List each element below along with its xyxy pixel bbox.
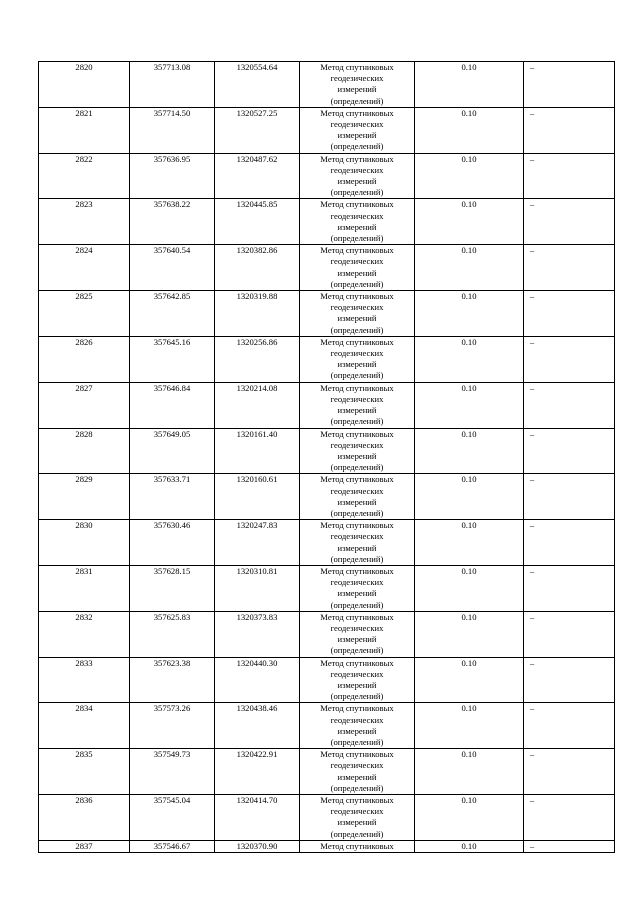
method-line: геодезических [330, 577, 384, 588]
method-line: измерений [337, 84, 377, 95]
y-coordinate: 1320445.85 [236, 199, 278, 210]
method-line: (определений) [330, 828, 384, 839]
method-line: Метод спутниковых [320, 795, 394, 805]
description-cell [524, 62, 615, 108]
table-row [39, 520, 615, 566]
accuracy-cell [415, 795, 524, 841]
point-number-cell [39, 199, 130, 245]
point-number: 2833 [75, 657, 93, 668]
accuracy-value: 0.10 [461, 291, 477, 302]
point-number-cell [39, 62, 130, 108]
x-coordinate-cell [130, 245, 215, 291]
accuracy-value: 0.10 [461, 474, 477, 485]
method-line: Метод спутниковых [320, 336, 394, 347]
accuracy-cell [415, 474, 524, 520]
x-coordinate: 357646.84 [153, 382, 191, 393]
method-cell [300, 336, 415, 382]
method-line: (определений) [330, 324, 384, 335]
description-cell [524, 382, 615, 428]
x-coordinate-cell [130, 703, 215, 749]
accuracy-cell [415, 428, 524, 474]
method-cell [300, 199, 415, 245]
y-coordinate-cell [215, 840, 300, 852]
method-line: геодезических [330, 256, 384, 267]
accuracy-value: 0.10 [461, 795, 477, 805]
method-line: измерений [337, 313, 377, 324]
description-value: – [530, 245, 535, 256]
description-value: – [530, 199, 535, 210]
accuracy-value: 0.10 [461, 520, 477, 531]
accuracy-value: 0.10 [461, 336, 477, 347]
y-coordinate-cell [215, 474, 300, 520]
method-line: измерений [337, 267, 377, 278]
description-cell [524, 565, 615, 611]
x-coordinate-cell [130, 291, 215, 337]
method-line: Метод спутниковых [320, 153, 394, 164]
y-coordinate: 1320440.30 [236, 657, 278, 668]
description-cell [524, 611, 615, 657]
method-cell [300, 520, 415, 566]
x-coordinate-cell [130, 840, 215, 852]
description-cell [524, 474, 615, 520]
method-line: Метод спутниковых [320, 520, 394, 531]
method-line: измерений [337, 679, 377, 690]
coordinates-table [38, 61, 615, 853]
method-line: геодезических [330, 439, 384, 450]
accuracy-value: 0.10 [461, 703, 477, 714]
x-coordinate-cell [130, 153, 215, 199]
method-line: измерений [337, 405, 377, 416]
description-cell [524, 428, 615, 474]
y-coordinate-cell [215, 428, 300, 474]
table-row [39, 245, 615, 291]
method-line: измерений [337, 542, 377, 553]
method-line: Метод спутниковых [320, 382, 394, 393]
table-row [39, 153, 615, 199]
accuracy-cell [415, 382, 524, 428]
x-coordinate-cell [130, 199, 215, 245]
y-coordinate: 1320527.25 [236, 107, 278, 118]
y-coordinate-cell [215, 382, 300, 428]
x-coordinate: 357633.71 [153, 474, 191, 485]
y-coordinate-cell [215, 62, 300, 108]
x-coordinate: 357573.26 [153, 703, 191, 714]
point-number: 2820 [75, 62, 93, 72]
table-row [39, 657, 615, 703]
point-number: 2824 [75, 245, 93, 256]
method-line: геодезических [330, 302, 384, 313]
x-coordinate: 357546.67 [153, 840, 191, 851]
method-cell [300, 795, 415, 841]
y-coordinate: 1320414.70 [236, 795, 278, 805]
x-coordinate: 357549.73 [153, 749, 191, 760]
method-line: измерений [337, 725, 377, 736]
x-coordinate-cell [130, 62, 215, 108]
description-cell [524, 291, 615, 337]
description-cell [524, 657, 615, 703]
method-line: измерений [337, 496, 377, 507]
method-cell [300, 565, 415, 611]
x-coordinate: 357642.85 [153, 291, 191, 302]
accuracy-cell [415, 611, 524, 657]
point-number-cell [39, 245, 130, 291]
method-cell [300, 840, 415, 852]
description-value: – [530, 336, 535, 347]
y-coordinate: 1320487.62 [236, 153, 278, 164]
accuracy-value: 0.10 [461, 62, 477, 72]
table-row [39, 382, 615, 428]
y-coordinate-cell [215, 703, 300, 749]
method-line: (определений) [330, 736, 384, 747]
y-coordinate: 1320373.83 [236, 611, 278, 622]
method-line: геодезических [330, 119, 384, 130]
method-line: геодезических [330, 806, 384, 817]
x-coordinate: 357649.05 [153, 428, 191, 439]
method-line: Метод спутниковых [320, 565, 394, 576]
method-line: Метод спутниковых [320, 107, 394, 118]
method-line: геодезических [330, 668, 384, 679]
y-coordinate-cell [215, 565, 300, 611]
method-cell [300, 611, 415, 657]
method-line: (определений) [330, 95, 384, 106]
table-row [39, 336, 615, 382]
accuracy-cell [415, 107, 524, 153]
point-number: 2822 [75, 153, 93, 164]
accuracy-value: 0.10 [461, 153, 477, 164]
description-value: – [530, 795, 535, 805]
accuracy-cell [415, 62, 524, 108]
description-cell [524, 703, 615, 749]
description-cell [524, 107, 615, 153]
y-coordinate: 1320319.88 [236, 291, 278, 302]
description-value: – [530, 474, 535, 485]
description-cell [524, 840, 615, 852]
method-line: измерений [337, 588, 377, 599]
method-line: Метод спутниковых [320, 474, 394, 485]
description-value: – [530, 657, 535, 668]
method-line: измерений [337, 176, 377, 187]
description-value: – [530, 428, 535, 439]
table-row [39, 199, 615, 245]
description-value: – [530, 153, 535, 164]
coordinates-sheet [38, 61, 610, 853]
accuracy-value: 0.10 [461, 428, 477, 439]
point-number: 2827 [75, 382, 93, 393]
description-value: – [530, 520, 535, 531]
x-coordinate-cell [130, 611, 215, 657]
x-coordinate: 357713.08 [153, 62, 191, 72]
method-line: (определений) [330, 416, 384, 427]
method-line: (определений) [330, 187, 384, 198]
accuracy-value: 0.10 [461, 382, 477, 393]
method-line: измерений [337, 130, 377, 141]
point-number-cell [39, 749, 130, 795]
table-row [39, 428, 615, 474]
x-coordinate-cell [130, 474, 215, 520]
x-coordinate: 357625.83 [153, 611, 191, 622]
method-cell [300, 703, 415, 749]
x-coordinate-cell [130, 565, 215, 611]
description-cell [524, 153, 615, 199]
method-line: геодезических [330, 73, 384, 84]
method-line: геодезических [330, 531, 384, 542]
table-row [39, 611, 615, 657]
point-number-cell [39, 428, 130, 474]
y-coordinate: 1320382.86 [236, 245, 278, 256]
point-number: 2831 [75, 565, 93, 576]
x-coordinate: 357636.95 [153, 153, 191, 164]
description-cell [524, 336, 615, 382]
method-line: измерений [337, 771, 377, 782]
method-line: Метод спутниковых [320, 657, 394, 668]
point-number-cell [39, 382, 130, 428]
y-coordinate-cell [215, 795, 300, 841]
point-number: 2828 [75, 428, 93, 439]
table-row [39, 749, 615, 795]
method-line: Метод спутниковых [320, 62, 394, 72]
method-line: (определений) [330, 278, 384, 289]
accuracy-cell [415, 520, 524, 566]
method-cell [300, 428, 415, 474]
method-line: (определений) [330, 370, 384, 381]
point-number-cell [39, 520, 130, 566]
method-line: (определений) [330, 645, 384, 656]
point-number-cell [39, 795, 130, 841]
point-number-cell [39, 336, 130, 382]
x-coordinate-cell [130, 428, 215, 474]
table-row [39, 840, 615, 852]
y-coordinate: 1320256.86 [236, 336, 278, 347]
method-cell [300, 62, 415, 108]
description-cell [524, 520, 615, 566]
y-coordinate-cell [215, 336, 300, 382]
y-coordinate-cell [215, 153, 300, 199]
method-line: (определений) [330, 141, 384, 152]
y-coordinate-cell [215, 749, 300, 795]
method-cell [300, 291, 415, 337]
method-line: геодезических [330, 210, 384, 221]
x-coordinate: 357623.38 [153, 657, 191, 668]
description-value: – [530, 382, 535, 393]
method-line: геодезических [330, 348, 384, 359]
accuracy-cell [415, 749, 524, 795]
point-number-cell [39, 657, 130, 703]
accuracy-value: 0.10 [461, 565, 477, 576]
method-cell [300, 749, 415, 795]
y-coordinate: 1320160.61 [236, 474, 278, 485]
table-row [39, 474, 615, 520]
accuracy-value: 0.10 [461, 657, 477, 668]
method-line: измерений [337, 634, 377, 645]
accuracy-cell [415, 336, 524, 382]
y-coordinate: 1320370.90 [236, 840, 278, 851]
x-coordinate-cell [130, 520, 215, 566]
point-number-cell [39, 153, 130, 199]
description-value: – [530, 62, 535, 72]
method-line: геодезических [330, 714, 384, 725]
point-number-cell [39, 107, 130, 153]
method-line: измерений [337, 221, 377, 232]
description-value: – [530, 565, 535, 576]
accuracy-value: 0.10 [461, 199, 477, 210]
point-number: 2835 [75, 749, 93, 760]
y-coordinate-cell [215, 611, 300, 657]
x-coordinate-cell [130, 749, 215, 795]
description-cell [524, 795, 615, 841]
accuracy-cell [415, 840, 524, 852]
point-number: 2830 [75, 520, 93, 531]
y-coordinate: 1320161.40 [236, 428, 278, 439]
method-line: Метод спутниковых [320, 291, 394, 302]
point-number: 2829 [75, 474, 93, 485]
y-coordinate-cell [215, 657, 300, 703]
point-number: 2832 [75, 611, 93, 622]
y-coordinate: 1320438.46 [236, 703, 278, 714]
method-line: (определений) [330, 462, 384, 473]
accuracy-cell [415, 199, 524, 245]
description-value: – [530, 840, 535, 851]
y-coordinate-cell [215, 245, 300, 291]
method-line: геодезических [330, 393, 384, 404]
y-coordinate: 1320310.81 [236, 565, 278, 576]
method-line: Метод спутниковых [320, 428, 394, 439]
method-line: (определений) [330, 782, 384, 793]
x-coordinate: 357638.22 [153, 199, 191, 210]
x-coordinate: 357628.15 [153, 565, 191, 576]
y-coordinate-cell [215, 107, 300, 153]
point-number-cell [39, 291, 130, 337]
table-row [39, 291, 615, 337]
method-line: геодезических [330, 164, 384, 175]
point-number-cell [39, 703, 130, 749]
y-coordinate: 1320214.08 [236, 382, 278, 393]
y-coordinate: 1320422.91 [236, 749, 278, 760]
method-line: геодезических [330, 760, 384, 771]
x-coordinate-cell [130, 107, 215, 153]
coordinates-table-body [39, 62, 615, 853]
description-value: – [530, 611, 535, 622]
accuracy-cell [415, 703, 524, 749]
table-row [39, 795, 615, 841]
x-coordinate-cell [130, 795, 215, 841]
description-cell [524, 245, 615, 291]
accuracy-value: 0.10 [461, 107, 477, 118]
method-cell [300, 107, 415, 153]
accuracy-value: 0.10 [461, 749, 477, 760]
accuracy-value: 0.10 [461, 840, 477, 851]
method-line: Метод спутниковых [320, 703, 394, 714]
method-line: Метод спутниковых [320, 840, 394, 851]
point-number: 2826 [75, 336, 93, 347]
table-row [39, 565, 615, 611]
accuracy-cell [415, 153, 524, 199]
description-cell [524, 199, 615, 245]
method-cell [300, 382, 415, 428]
point-number: 2834 [75, 703, 93, 714]
table-row [39, 703, 615, 749]
method-line: геодезических [330, 485, 384, 496]
point-number: 2825 [75, 291, 93, 302]
y-coordinate-cell [215, 520, 300, 566]
method-line: (определений) [330, 507, 384, 518]
table-row [39, 107, 615, 153]
accuracy-value: 0.10 [461, 611, 477, 622]
point-number: 2823 [75, 199, 93, 210]
x-coordinate: 357645.16 [153, 336, 191, 347]
description-value: – [530, 291, 535, 302]
method-line: Метод спутниковых [320, 245, 394, 256]
description-cell [524, 749, 615, 795]
method-cell [300, 474, 415, 520]
point-number-cell [39, 611, 130, 657]
y-coordinate-cell [215, 291, 300, 337]
method-line: геодезических [330, 622, 384, 633]
x-coordinate-cell [130, 657, 215, 703]
method-line: измерений [337, 817, 377, 828]
description-value: – [530, 749, 535, 760]
method-line: Метод спутниковых [320, 749, 394, 760]
y-coordinate: 1320247.83 [236, 520, 278, 531]
x-coordinate-cell [130, 382, 215, 428]
point-number: 2821 [75, 107, 93, 118]
accuracy-cell [415, 245, 524, 291]
point-number: 2836 [75, 795, 93, 805]
accuracy-cell [415, 657, 524, 703]
y-coordinate-cell [215, 199, 300, 245]
x-coordinate: 357640.54 [153, 245, 191, 256]
method-line: измерений [337, 450, 377, 461]
x-coordinate: 357545.04 [153, 795, 191, 805]
method-line: Метод спутниковых [320, 611, 394, 622]
method-cell [300, 657, 415, 703]
point-number-cell [39, 474, 130, 520]
method-line: измерений [337, 359, 377, 370]
method-line: (определений) [330, 599, 384, 610]
method-cell [300, 245, 415, 291]
description-value: – [530, 703, 535, 714]
x-coordinate: 357714.50 [153, 107, 191, 118]
point-number: 2837 [75, 840, 93, 851]
description-value: – [530, 107, 535, 118]
point-number-cell [39, 565, 130, 611]
table-row [39, 62, 615, 108]
method-line: (определений) [330, 553, 384, 564]
x-coordinate-cell [130, 336, 215, 382]
method-line: (определений) [330, 691, 384, 702]
accuracy-value: 0.10 [461, 245, 477, 256]
accuracy-cell [415, 291, 524, 337]
y-coordinate: 1320554.64 [236, 62, 278, 72]
accuracy-cell [415, 565, 524, 611]
method-line: Метод спутниковых [320, 199, 394, 210]
x-coordinate: 357630.46 [153, 520, 191, 531]
point-number-cell [39, 840, 130, 852]
method-cell [300, 153, 415, 199]
method-line: (определений) [330, 233, 384, 244]
